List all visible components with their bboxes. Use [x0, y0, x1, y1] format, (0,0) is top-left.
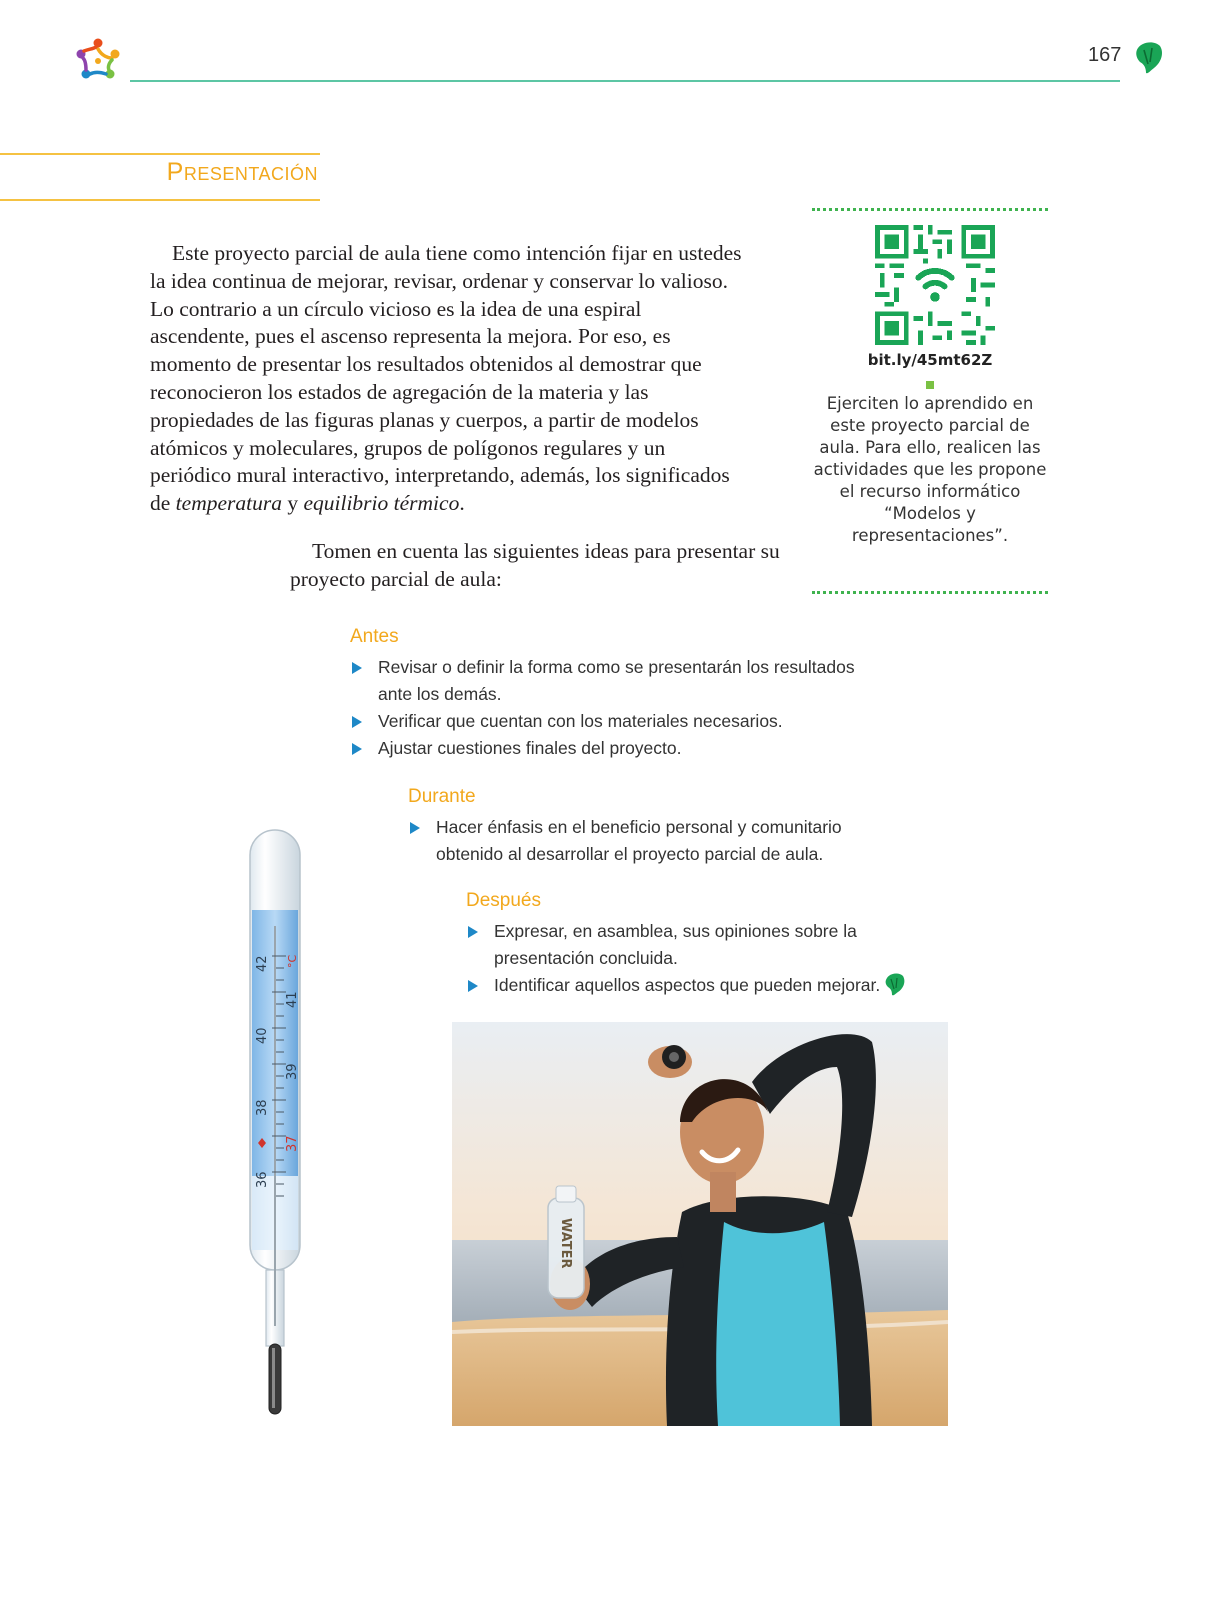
resource-link[interactable]: bit.ly/45mt62Z: [867, 351, 993, 369]
thermometer-label: 38: [255, 1099, 270, 1116]
list-item-text: Hacer énfasis en el beneficio personal y comunitario obtenido al desarrollar el proyecto parcial de aula.: [436, 817, 842, 864]
list-item: [408, 814, 878, 868]
qr-code-icon[interactable]: [875, 225, 995, 345]
bullet-triangle-icon: [468, 926, 478, 938]
list-item: [350, 654, 870, 708]
section-rule-bottom: [0, 199, 320, 201]
bullet-triangle-icon: [410, 822, 420, 834]
stage-title-antes: Antes: [350, 626, 399, 647]
term-temperatura: temperatura: [175, 491, 282, 516]
header-rule: [130, 80, 1120, 82]
divider-dot: [926, 381, 934, 389]
green-leaf-icon: [884, 972, 906, 996]
beach-runner-photo: [452, 1022, 948, 1426]
thermometer-label: 36: [255, 1171, 270, 1188]
intro-text-c: .: [459, 491, 465, 516]
list-item: [350, 735, 870, 762]
intro-text-b: y: [281, 491, 304, 516]
thermometer-label: 40: [255, 1027, 270, 1044]
page-number: 167: [1088, 44, 1122, 66]
list-item-text: Expresar, en asamblea, sus opiniones sobre la presentación concluida.: [494, 921, 857, 968]
term-equilibrio-termico: equilibrio térmico: [303, 491, 460, 516]
intro-paragraph-2: Tomen en cuenta las siguientes ideas para presentar su proyecto parcial de aula:: [290, 539, 780, 591]
list-item: [350, 708, 870, 735]
list-item: [466, 972, 936, 999]
list-item-text: Verificar que cuentan con los materiales necesarios.: [378, 711, 783, 731]
list-item-text: Revisar o definir la forma como se presentarán los resultados ante los demás.: [378, 657, 855, 704]
section-rule-top: [0, 153, 320, 155]
thermometer-label: 41: [285, 991, 300, 1008]
thermometer-label: 42: [255, 955, 270, 972]
resource-sidebar: [812, 208, 1048, 594]
thermometer-label: 37: [285, 1135, 300, 1152]
stage-title-despues: Después: [466, 890, 541, 911]
antes-list: [350, 654, 870, 762]
thermometer-illustration: [236, 826, 316, 1416]
bottle-label: WATER: [558, 1218, 573, 1269]
bullet-triangle-icon: [352, 743, 362, 755]
stage-title-durante: Durante: [408, 786, 476, 807]
logo-icon: [72, 34, 124, 86]
durante-list: [408, 814, 878, 868]
resource-description: Ejerciten lo aprendido en este proyecto parcial de aula. Para ello, realicen las actividades que les propone el recurso informático “Modelos y representaciones”.: [813, 394, 1047, 545]
bullet-triangle-icon: [352, 716, 362, 728]
list-item-text: Identificar aquellos aspectos que pueden mejorar.: [494, 975, 881, 995]
section-title: Presentación: [166, 158, 318, 186]
thermometer-label: 39: [285, 1063, 300, 1080]
intro-paragraph: [150, 240, 742, 518]
bullet-triangle-icon: [468, 980, 478, 992]
list-item-text: Ajustar cuestiones finales del proyecto.: [378, 738, 682, 758]
list-item: [466, 918, 936, 972]
bullet-triangle-icon: [352, 662, 362, 674]
green-leaf-icon: [1134, 40, 1164, 74]
thermometer-unit: °C: [286, 954, 299, 968]
intro-text-a: Este proyecto parcial de aula tiene como intención fijar en ustedes la idea continua de mejorar, revisar, ordenar y conservar lo valioso. Lo contrario a un círculo vicioso es la idea de una espiral ascendente, pues el ascenso representa la mejora. Por eso, es momento de presentar los resultados obtenidos al demostrar que reconocieron los estados de agregación de la materia y las propiedades de las figuras planas y cuerpos, a partir de modelos atómicos y moleculares, grupos de polígonos regulares y un periódico mural interactivo, interpretando, además, los significados de: [150, 241, 742, 516]
despues-list: [466, 918, 936, 999]
